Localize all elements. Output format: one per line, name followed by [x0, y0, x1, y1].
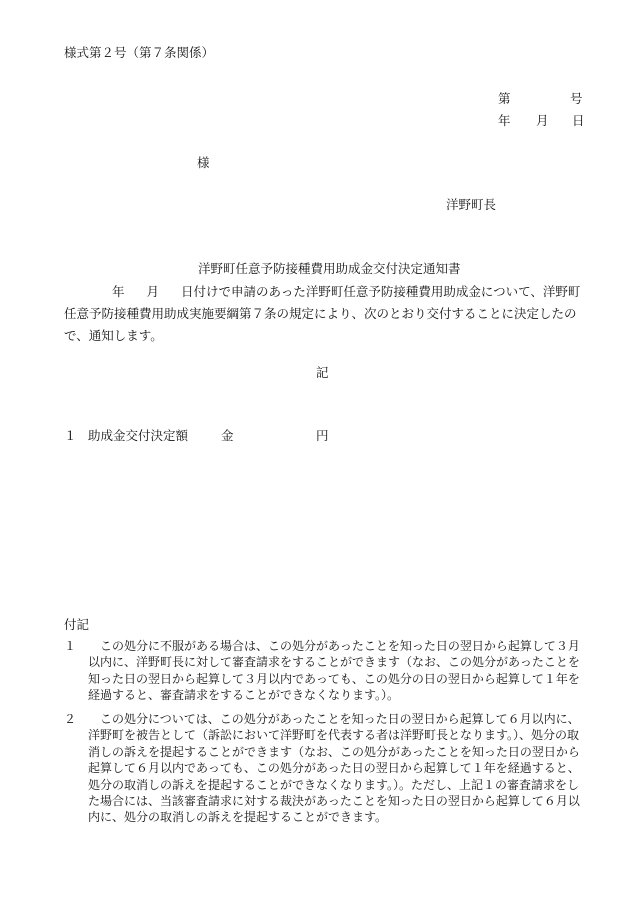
- ki-heading: 記: [316, 365, 329, 380]
- notes-title: 付記: [64, 617, 90, 632]
- body-year: 年: [112, 284, 125, 299]
- note-item: [64, 638, 590, 704]
- item-label: 助成金交付決定額: [88, 428, 189, 443]
- note-item: [64, 711, 590, 826]
- body-text: 日付けで申請のあった洋野町任意予防接種費用助成金について、洋野町任意予防接種費用助成実施要綱第７条の規定により、次のとおり交付することに決定したので、通知します。: [64, 284, 581, 343]
- amount-suffix: 円: [316, 428, 329, 443]
- document-title: 洋野町任意予防接種費用助成金交付決定通知書: [198, 261, 461, 276]
- note-text: この処分については、この処分があったことを知った日の翌日から起算して６月以内に、洋野町を被告として（訴訟において洋野町を代表する者は洋野町長となります。）、処分の取消しの訴えを提起することができます（なお、この処分があったことを知った日の翌日から起算して６月以内であっても、この処分があった日の翌日から起算して１年を経過すると、処分の取消しの訴えを提起することができなくなります。）。ただし、上記１の審査請求をした場合には、当該審査請求に対する裁決があったことを知った日の翌日から起算して６月以内に、処分の取消しの訴えを提起することができます。: [88, 712, 580, 825]
- note-text: この処分に不服がある場合は、この処分があったことを知った日の翌日から起算して３月以内に、洋野町長に対して審査請求をすることができます（なお、この処分があったことを知った日の翌日から起算して３月以内であっても、この処分の日の翌日から起算して１年を経過すると、審査請求をすることができなくなります。）。: [88, 639, 580, 703]
- doc-number-suffix: 号: [570, 91, 583, 106]
- date-month: 月: [536, 113, 549, 128]
- body-month: 月: [146, 284, 160, 299]
- date-year: 年: [498, 113, 511, 128]
- note-number: ２: [64, 712, 77, 726]
- doc-number-prefix: 第: [498, 91, 511, 106]
- body-paragraph: [64, 281, 590, 347]
- issuer-name: 洋野町長: [446, 197, 497, 212]
- form-number: 様式第２号（第７条関係）: [64, 45, 215, 60]
- date-day: 日: [572, 113, 585, 128]
- item-number: １: [64, 428, 77, 443]
- recipient-honorific: 様: [197, 155, 210, 170]
- note-number: １: [64, 639, 77, 653]
- amount-prefix: 金: [221, 428, 234, 443]
